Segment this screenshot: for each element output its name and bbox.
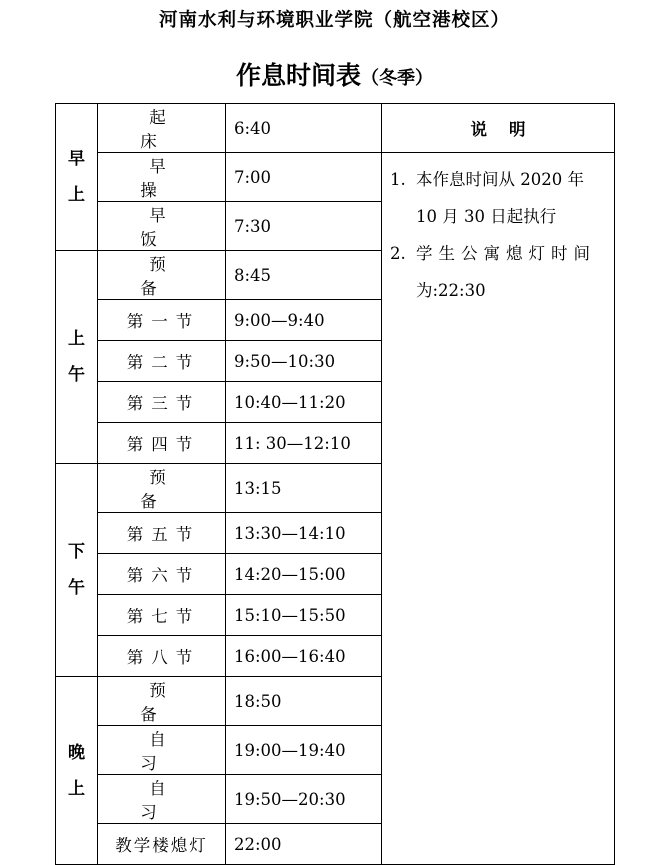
schedule-item: 第二节 [98, 341, 226, 382]
schedule-item: 第八节 [98, 636, 226, 677]
schedule-time: 8:45 [226, 251, 382, 300]
notes-body [382, 153, 615, 865]
period-label-char: 早 [68, 149, 85, 169]
schedule-time: 6:40 [226, 104, 382, 153]
note-line: 学生公寓熄灯时间 [416, 244, 596, 263]
schedule-table [55, 103, 615, 865]
period-label-char: 上 [68, 778, 85, 799]
schedule-item: 自 习 [98, 775, 226, 824]
period-morning-early [56, 104, 98, 251]
page-title [0, 56, 669, 92]
schedule-time: 15:10—15:50 [226, 595, 382, 636]
period-label-char: 午 [68, 365, 85, 385]
period-label-char: 下 [68, 542, 85, 562]
schedule-time: 19:00—19:40 [226, 726, 382, 775]
note-number: 1. [390, 170, 406, 189]
period-morning [56, 251, 98, 464]
period-label-char: 上 [68, 329, 85, 349]
schedule-item: 预 备 [98, 464, 226, 513]
schedule-time: 14:20—15:00 [226, 554, 382, 595]
notes-heading: 说明 [382, 104, 615, 153]
schedule-item: 第一节 [98, 300, 226, 341]
period-label-char: 晚 [68, 742, 85, 763]
schedule-item: 第三节 [98, 382, 226, 423]
period-afternoon [56, 464, 98, 677]
note-line: 本作息时间从 2020 年 [416, 170, 584, 189]
note-line-cont: 为:22:30 [416, 281, 486, 300]
schedule-time: 11: 30—12:10 [226, 423, 382, 464]
schedule-item: 早 饭 [98, 202, 226, 251]
schedule-item: 自 习 [98, 726, 226, 775]
note-line-cont: 10 月 30 日起执行 [416, 207, 557, 226]
schedule-time: 13:15 [226, 464, 382, 513]
schedule-item: 预 备 [98, 677, 226, 726]
period-label-char: 上 [68, 185, 85, 205]
period-label-char: 午 [68, 578, 85, 598]
schedule-item: 第四节 [98, 423, 226, 464]
season-label: （冬季） [361, 68, 433, 89]
schedule-item: 预 备 [98, 251, 226, 300]
table-row [56, 104, 615, 153]
schedule-time: 19:50—20:30 [226, 775, 382, 824]
schedule-time: 9:00—9:40 [226, 300, 382, 341]
schedule-item: 第七节 [98, 595, 226, 636]
schedule-item: 教学楼熄灯 [98, 824, 226, 865]
schedule-time: 16:00—16:40 [226, 636, 382, 677]
note-item [390, 235, 608, 309]
title-text: 作息时间表 [235, 61, 361, 90]
schedule-time: 7:00 [226, 153, 382, 202]
note-number: 2. [390, 244, 406, 263]
schedule-time: 22:00 [226, 824, 382, 865]
schedule-item: 第五节 [98, 513, 226, 554]
schedule-item: 起 床 [98, 104, 226, 153]
note-item [390, 161, 608, 235]
schedule-time: 10:40—11:20 [226, 382, 382, 423]
schedule-time: 9:50—10:30 [226, 341, 382, 382]
schedule-time: 18:50 [226, 677, 382, 726]
table-row [56, 153, 615, 202]
schedule-item: 早 操 [98, 153, 226, 202]
period-evening [56, 677, 98, 865]
schedule-time: 13:30—14:10 [226, 513, 382, 554]
schedule-time: 7:30 [226, 202, 382, 251]
school-name: 河南水利与环境职业学院（航空港校区） [158, 10, 510, 31]
schedule-item: 第六节 [98, 554, 226, 595]
